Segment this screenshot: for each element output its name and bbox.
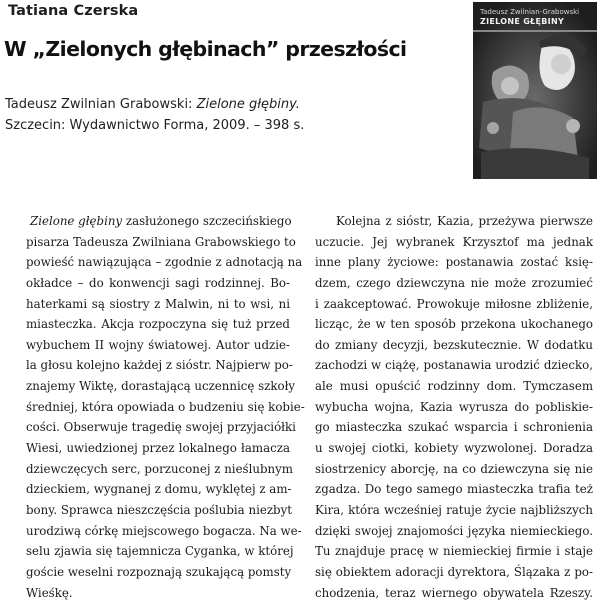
paragraph-line: siostrzenicy aborcję, na co dziewczyna się nie: [315, 461, 593, 476]
paragraph-line: la głosu kolejno każdej z sióstr. Najpierw po-: [26, 358, 293, 373]
cover-title-text: ZIELONE GŁĘBINY: [480, 17, 565, 26]
paragraph-line: Wiesi, uwiedzionej przez lokalnego łamacza: [26, 441, 290, 456]
paragraph-line: się obiektem adoracji dyrektora, Ślązaka z po-: [315, 564, 593, 579]
biblio-line-1: [5, 94, 465, 115]
paragraph-line: licząc, że w ten sposób przekona ukochanego: [315, 317, 593, 332]
biblio-author: Tadeusz Zwilnian Grabowski:: [5, 97, 197, 112]
paragraph-line: i zaakceptować. Prowokuje miłosne zbliżenie,: [315, 296, 593, 311]
paragraph-line: powieść nawiązująca – zgodnie z adnotacją na: [26, 255, 303, 270]
paragraph-line: selu zjawia się tajemnicza Cyganka, w której: [26, 544, 294, 559]
paragraph-line: haterkami są siostry z Malwin, ni to wsi, ni: [26, 296, 290, 311]
article-title: W „Zielonych głębinach” przeszłości: [4, 37, 407, 61]
paragraph-line: zgadza. Do tego samego miasteczka trafia też: [315, 482, 593, 497]
paragraph-line: do zmiany decyzji, bezskutecznie. W dodatku: [315, 337, 593, 352]
paragraph-line: dzięki swojej znajomości języka niemieckiego.: [315, 523, 593, 538]
paragraph-line: u swojej ciotki, kobiety wyzwolonej. Doradza: [315, 441, 593, 456]
paragraph-line: wybucha wojna, Kazia wyrusza do pobliskie-: [315, 399, 593, 414]
cover-author-text: Tadeusz Zwilnian-Grabowski: [480, 8, 580, 16]
paragraph-line: cości. Obserwuje tragedię swojej przyjaciółki: [26, 420, 296, 435]
paragraph-line: uczucie. Jej wybranek Krzysztof ma jednak: [315, 234, 593, 249]
paragraph-line: średniej, która opowiada o budzeniu się kobie-: [26, 399, 305, 414]
book-cover-image: [473, 2, 597, 179]
paragraph-line: chodzenia, teraz wiernego obywatela Rzeszy.: [315, 585, 593, 600]
book-title-inline: Zielone głębiny: [30, 214, 123, 228]
paragraph-line: Wieśkę.: [26, 585, 73, 600]
paragraph-line: okładce – do konwencji sagi rodzinnej. Bo-: [26, 275, 290, 290]
left-line-first: Zielone głębiny zasłużonego szczecińskiego: [30, 214, 292, 228]
paragraph-line: dziewczęcych serc, porzuconej z nieślubnym: [26, 461, 293, 476]
biblio-book-title: Zielone głębiny.: [196, 97, 300, 112]
biblio-line-2: Szczecin: Wydawnictwo Forma, 2009. – 398 s.: [5, 118, 305, 133]
paragraph-line: dzem, czego dziewczyna nie może zrozumieć: [315, 275, 593, 290]
paragraph-line: zachodzi w ciążę, postanawia urodzić dziecko,: [315, 358, 593, 373]
left-column: [26, 211, 305, 603]
paragraph-line: znajemy Wiktę, dorastającą uczennicę szkoły: [26, 379, 296, 394]
paragraph-line: inne plany życiowe: postanawia zostać księ-: [315, 255, 593, 270]
paragraph-line: goście weselni rozpoznają szukającą pomsty: [26, 564, 292, 579]
paragraph-line: bony. Sprawca nieszczęścia poślubia niezbyt: [26, 502, 292, 517]
cover-artwork: [473, 2, 597, 179]
bibliographic-note: [5, 94, 465, 136]
paragraph-line: ale musi opuścić rodzinny dom. Tymczasem: [315, 379, 593, 394]
paragraph-line: Kolejna z sióstr, Kazia, przeżywa pierwsze: [336, 214, 593, 228]
paragraph-line: dzieckiem, wygnanej z domu, wyklętej z am-: [26, 482, 292, 497]
paragraph-line: urodziwą córkę miejscowego bogacza. Na we-: [26, 523, 302, 538]
paragraph-line: Kira, która wcześniej ratuje życie najbliższych: [315, 502, 593, 517]
paragraph-line: go miasteczka szukać wsparcia i schronienia: [315, 420, 593, 435]
paragraph-line: Tu znajduje pracę w niemieckiej firmie i staje: [315, 544, 593, 559]
paragraph-line: pisarza Tadeusza Zwilniana Grabowskiego to: [26, 234, 296, 249]
paragraph-line: wybuchem II wojny światowej. Autor udzie-: [26, 337, 290, 352]
paragraph-line: miasteczka. Akcja rozpoczyna się tuż przed: [26, 317, 290, 332]
right-column: [315, 211, 593, 603]
author-name: Tatiana Czerska: [8, 3, 139, 19]
